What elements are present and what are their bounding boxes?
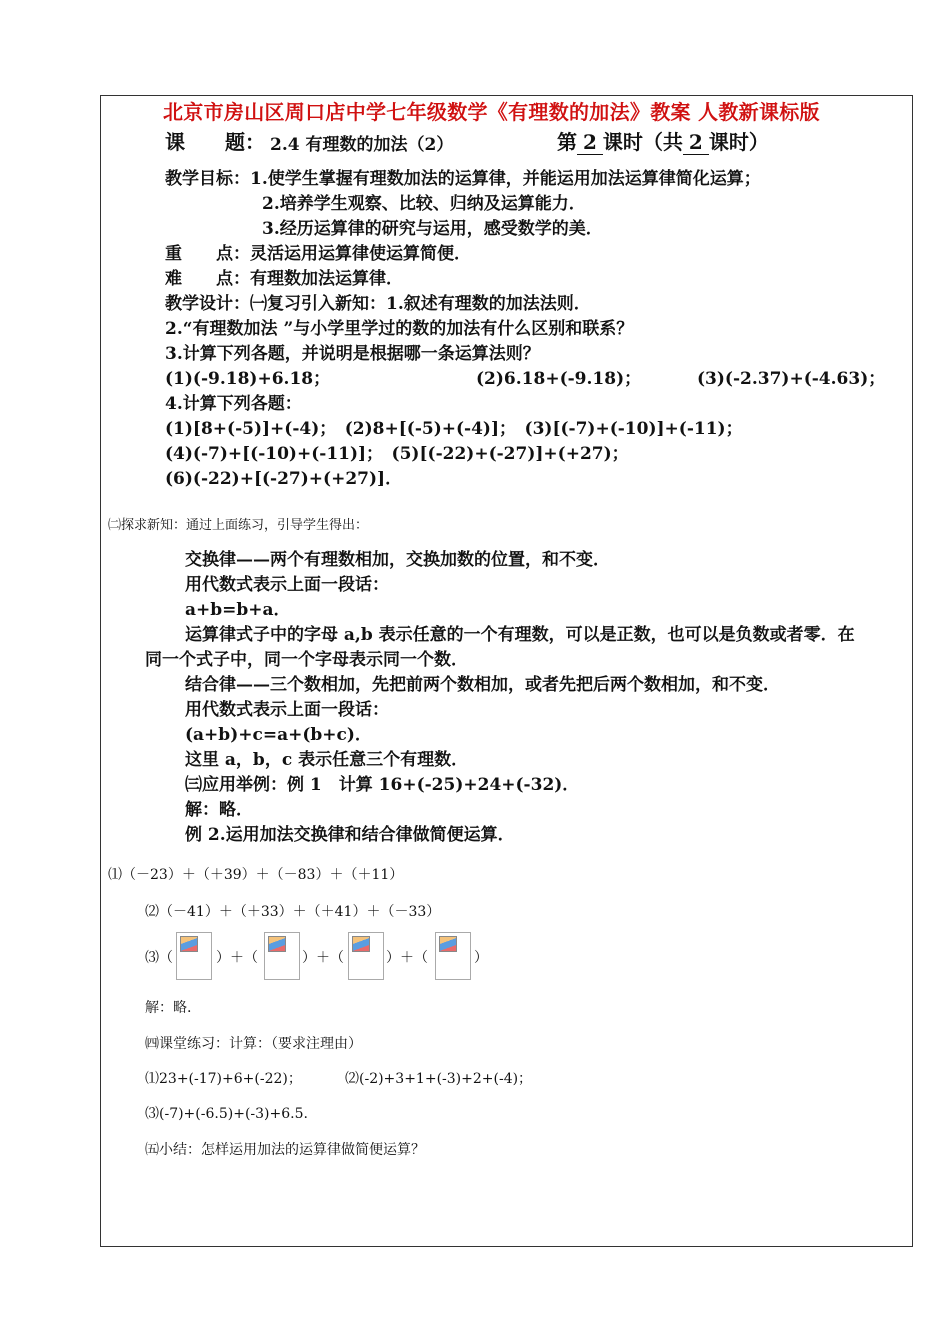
example-2-part-3-label: ⑶（ (145, 950, 173, 966)
explore-line-11: 解：略． (185, 800, 253, 820)
practice-question-3: ⑶(-7)+(-6.5)+(-3)+6.5. (145, 1106, 308, 1122)
explore-line-1: 交换律——两个有理数相加，交换加数的位置，和不变． (185, 550, 610, 570)
design-line-1: 2.“有理数加法 ”与小学里学过的数的加法有什么区别和联系？ (165, 319, 634, 339)
design-line-3: 4.计算下列各题： (165, 394, 302, 414)
practice-heading: ㈣课堂练习：计算：（要求注理由） (145, 1036, 362, 1052)
explore-line-4: 运算律式子中的字母 a,b 表示任意的一个有理数，可以是正数，也可以是负数或者零．在 (185, 625, 855, 645)
fraction-image-2 (264, 932, 300, 980)
goals-label: 教学目标： (165, 169, 250, 189)
fraction-image-4 (435, 932, 471, 980)
example-2-part-3-sep-3: ）＋（ (386, 950, 428, 966)
design-line-0: 教学设计：㈠复习引入新知：1.叙述有理数的加法法则． (165, 294, 591, 314)
document-title: 北京市房山区周口店中学七年级数学《有理数的加法》教案 人教新课标版 (163, 100, 820, 124)
goal-1: 1.使学生掌握有理数加法的运算律，并能运用加法运算律简化运算； (250, 169, 761, 189)
exercise-row-2: (4)(-7)+[(-10)+(-11)]； (5)[(-22)+(-27)]+(+27)； (165, 444, 629, 464)
key-point: 重 点：灵活运用运算律使运算简便． (165, 244, 471, 264)
calc-1: (1)(-9.18)+6.18； (165, 369, 331, 389)
image-placeholder-icon (439, 936, 457, 952)
goal-2: 2.培养学生观察、比较、归纳及运算能力． (262, 194, 586, 214)
example-2-part-3-sep-2: ）＋（ (302, 950, 344, 966)
explore-line-5: 同一个式子中，同一个字母表示同一个数． (145, 650, 468, 670)
explore-line-6: 结合律——三个数相加，先把前两个数相加，或者先把后两个数相加，和不变． (185, 675, 780, 695)
example-2-part-3-sep-1: ）＋（ (216, 950, 258, 966)
explore-line-12: 例 2.运用加法交换律和结合律做简便运算． (185, 825, 515, 845)
image-placeholder-icon (352, 936, 370, 952)
lesson-label: 课 题： (165, 130, 265, 154)
fraction-image-3 (348, 932, 384, 980)
fraction-image-1 (176, 932, 212, 980)
period-number: 2 (577, 130, 603, 155)
explore-line-3: a+b=b+a． (185, 600, 291, 620)
explore-line-8: (a+b)+c=a+(b+c)． (185, 725, 372, 745)
practice-question-2: ⑵(-2)+3+1+(-3)+2+(-4)； (345, 1071, 533, 1087)
explore-line-10: ㈢应用举例：例 1 计算 16+(-25)+24+(-32)． (185, 775, 580, 795)
exercise-row-3: (6)(-22)+[(-27)+(+27)]． (165, 469, 403, 489)
goals-line-1 (165, 164, 761, 189)
example-2-solution: 解：略. (145, 1000, 192, 1016)
image-placeholder-icon (268, 936, 286, 952)
lesson-period (557, 126, 769, 155)
explore-line-9: 这里 a，b，c 表示任意三个有理数． (185, 750, 469, 770)
example-2-part-2: ⑵（－41）＋（＋33）＋（＋41）＋（－33） (145, 904, 441, 920)
calc-3: (3)(-2.37)+(-4.63)； (697, 369, 886, 389)
period-prefix: 第 (557, 130, 577, 154)
summary: ㈤小结：怎样运用加法的运算律做简便运算？ (145, 1142, 425, 1158)
image-placeholder-icon (180, 936, 198, 952)
difficulty: 难 点：有理数加法运算律． (165, 269, 403, 289)
calc-2: (2)6.18+(-9.18)； (476, 369, 642, 389)
period-mid: 课时（共 (602, 130, 683, 154)
goal-3: 3.经历运算律的研究与运用，感受数学的美． (262, 219, 603, 239)
explore-line-7: 用代数式表示上面一段话： (185, 700, 389, 720)
explore-heading: ㈡探求新知：通过上面练习，引导学生得出： (108, 518, 369, 533)
period-total: 2 (683, 130, 709, 155)
practice-question-1: ⑴23+(-17)+6+(-22)； (145, 1071, 302, 1087)
design-line-2: 3.计算下列各题，并说明是根据哪一条运算法则？ (165, 344, 540, 364)
example-2-part-1: ⑴（－23）＋（＋39）＋（－83）＋（＋11） (108, 867, 404, 883)
period-suffix: 课时） (708, 130, 769, 154)
exercise-row-1: (1)[8+(-5)]+(-4)； (2)8+[(-5)+(-4)]； (3)[(-7)+(-10)]+(-11)； (165, 419, 743, 439)
example-2-part-3-end: ） (474, 950, 488, 966)
explore-line-2: 用代数式表示上面一段话： (185, 575, 389, 595)
lesson-topic: 2.4 有理数的加法（2） (270, 135, 454, 155)
